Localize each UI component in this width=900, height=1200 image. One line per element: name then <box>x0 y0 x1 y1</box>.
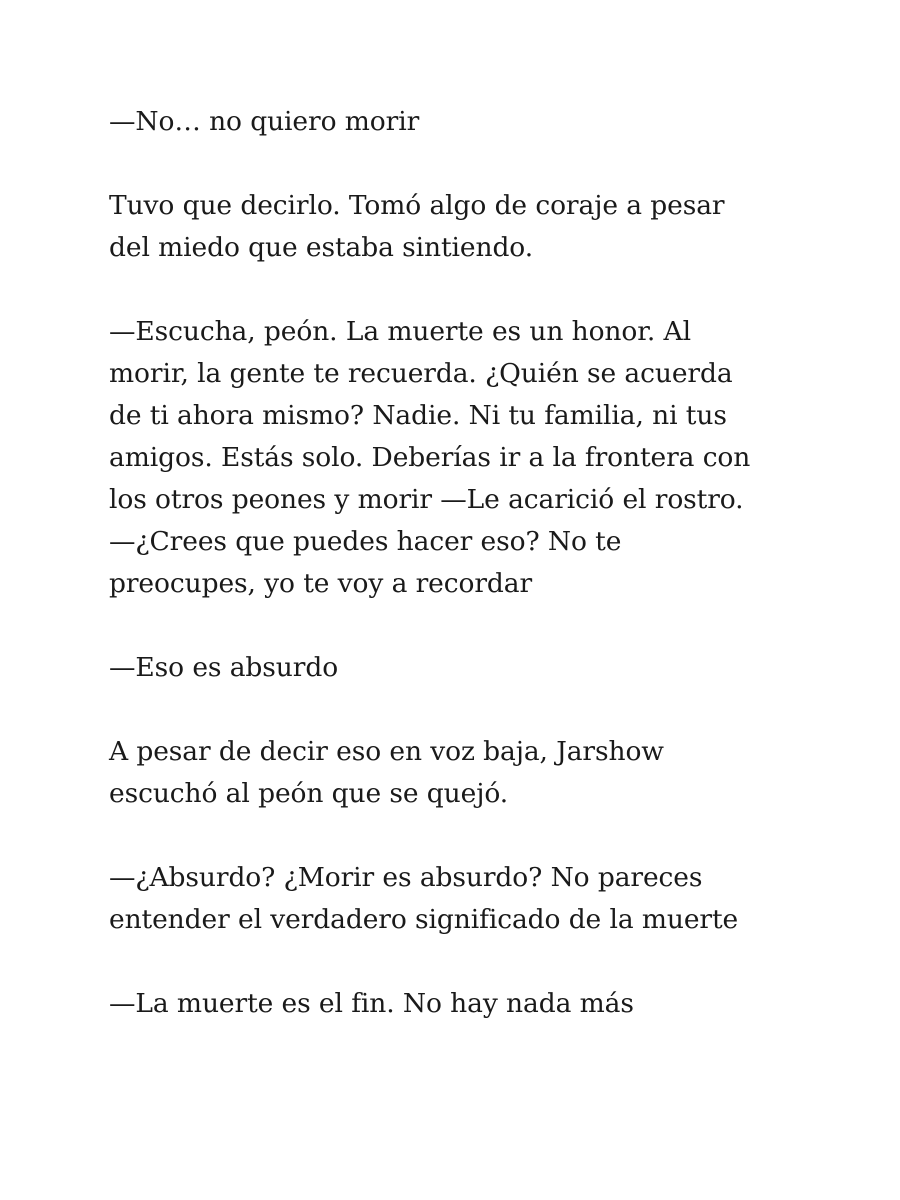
paragraph-6 <box>109 857 809 941</box>
text-line: preocupes, yo te voy a recordar <box>109 568 533 599</box>
text-line: —¿Absurdo? ¿Morir es absurdo? No pareces <box>109 862 703 893</box>
paragraph-1 <box>109 101 809 143</box>
paragraph-4 <box>109 647 809 689</box>
text-line: morir, la gente te recuerda. ¿Quién se acuerda <box>109 358 733 389</box>
text-line: —¿Crees que puedes hacer eso? No te <box>109 526 622 557</box>
text-line: los otros peones y morir —Le acarició el rostro. <box>109 484 744 515</box>
text-line: de ti ahora mismo? Nadie. Ni tu familia, ni tus <box>109 400 727 431</box>
text-line: —La muerte es el fin. No hay nada más <box>109 988 634 1019</box>
text-line: Tuvo que decirlo. Tomó algo de coraje a pesar <box>109 190 725 221</box>
text-line: amigos. Estás solo. Deberías ir a la frontera con <box>109 442 751 473</box>
text-line: A pesar de decir eso en voz baja, Jarshow <box>109 736 664 767</box>
paragraph-3 <box>109 311 809 605</box>
text-line: —No… no quiero morir <box>109 106 420 137</box>
document-body <box>109 101 809 1067</box>
text-line: escuchó al peón que se quejó. <box>109 778 509 809</box>
paragraph-2 <box>109 185 809 269</box>
text-line: del miedo que estaba sintiendo. <box>109 232 534 263</box>
text-line: entender el verdadero significado de la muerte <box>109 904 739 935</box>
text-line: —Escucha, peón. La muerte es un honor. Al <box>109 316 691 347</box>
paragraph-5 <box>109 731 809 815</box>
paragraph-7 <box>109 983 809 1025</box>
text-line: —Eso es absurdo <box>109 652 339 683</box>
